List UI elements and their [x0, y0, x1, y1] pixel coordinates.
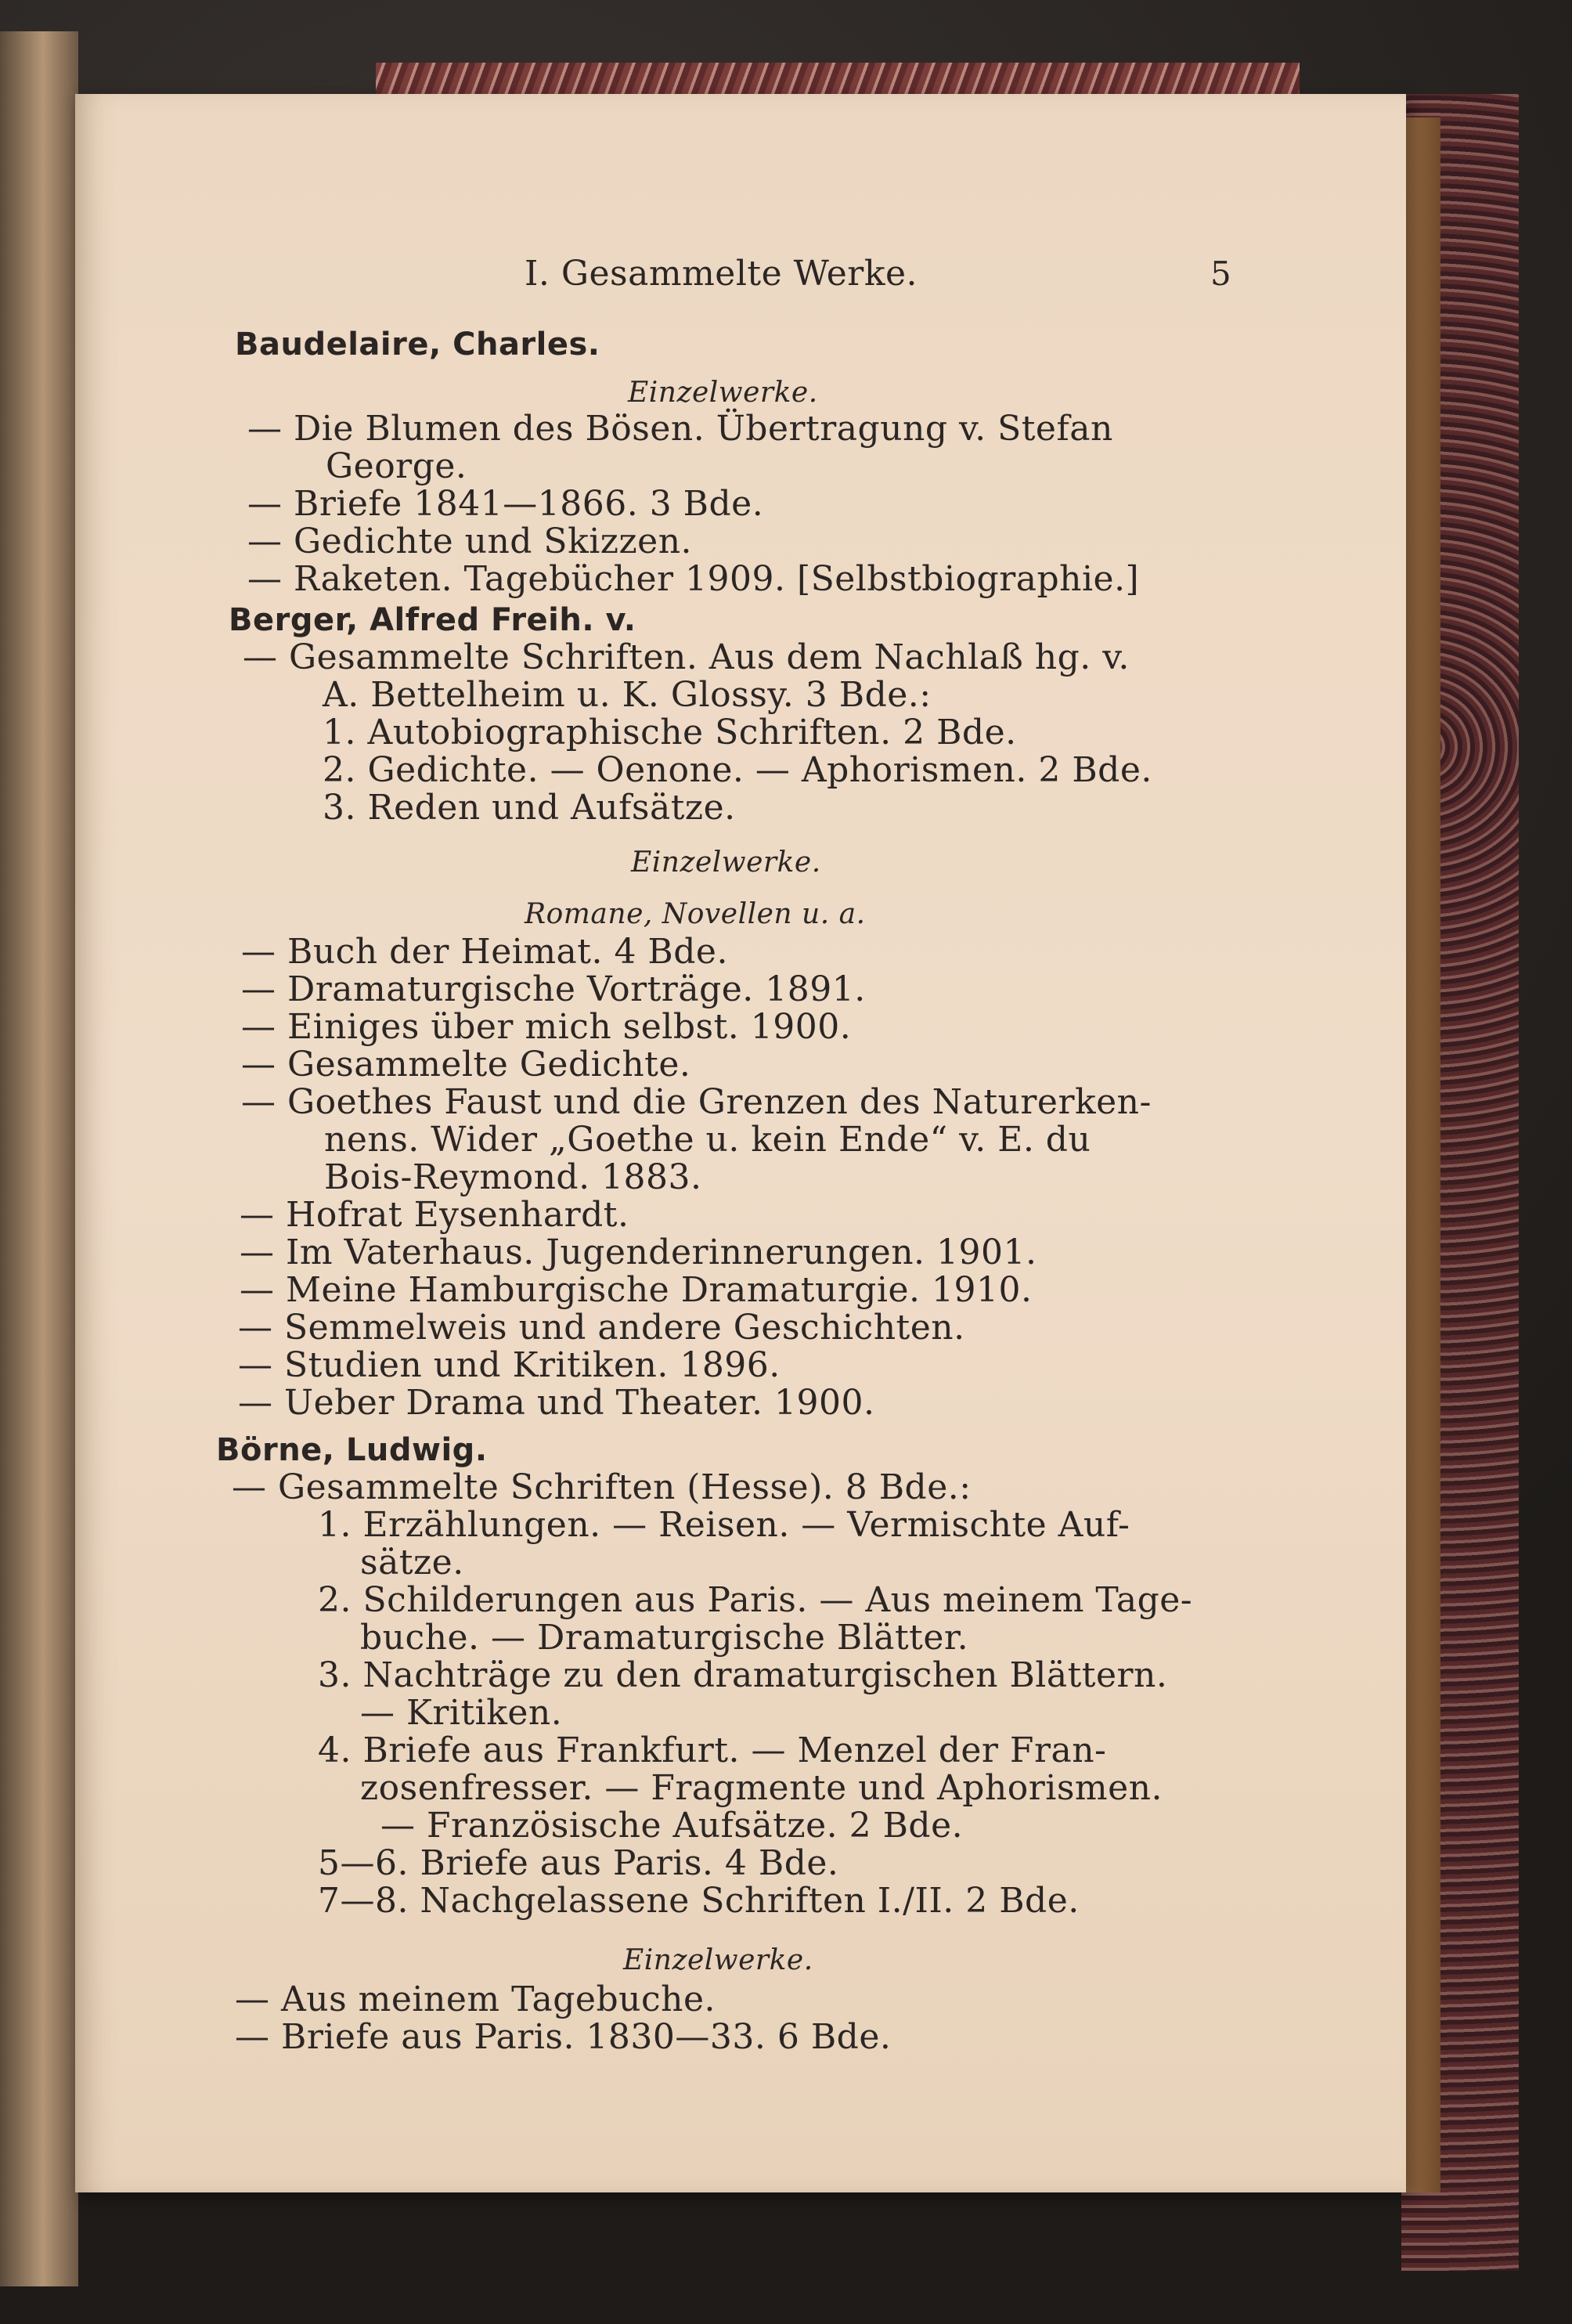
entry-line: — Buch der Heimat. 4 Bde. [241, 932, 728, 972]
entry-line: — Semmelweis und andere Geschichten. [238, 1308, 965, 1348]
entry-line: — Aus meinem Tagebuche. [235, 1979, 716, 2019]
entry-line: — Französische Aufsätze. 2 Bde. [380, 1806, 964, 1846]
entry-line: — Kritiken. [360, 1693, 563, 1733]
entry-line: — Im Vaterhaus. Jugenderinnerungen. 1901. [240, 1232, 1037, 1272]
entry-line: — Briefe aus Paris. 1830—33. 6 Bde. [235, 2017, 892, 2057]
entry-line: — Ueber Drama und Theater. 1900. [238, 1383, 875, 1423]
entry-line: 7—8. Nachgelassene Schriften I./II. 2 Bde. [318, 1881, 1080, 1921]
entry-line: 1. Erzählungen. — Reisen. — Vermischte Auf- [318, 1505, 1130, 1545]
left-page-edge [0, 31, 78, 2286]
entry-line: 3. Nachträge zu den dramaturgischen Blättern. [318, 1655, 1168, 1695]
entry-line: 4. Briefe aus Frankfurt. — Menzel der Fran- [318, 1730, 1107, 1770]
entry-line: — Die Blumen des Bösen. Übertragung v. Stefan [247, 409, 1113, 449]
entry-line: — Gesammelte Gedichte. [241, 1045, 691, 1084]
entry-line: — Gesammelte Schriften. Aus dem Nachlaß hg. v. [243, 637, 1130, 677]
author-heading: Baudelaire, Charles. [235, 327, 600, 363]
entry-line: zosenfresser. — Fragmente und Aphorismen. [360, 1768, 1163, 1808]
page-text [75, 94, 1406, 2192]
entry-line: — Raketen. Tagebücher 1909. [Selbstbiographie.] [247, 559, 1140, 599]
entry-line: — Gedichte und Skizzen. [247, 521, 693, 561]
entry-line: — Hofrat Eysenhardt. [240, 1195, 629, 1235]
entry-line: — Briefe 1841—1866. 3 Bde. [247, 484, 764, 524]
entry-line: — Goethes Faust und die Grenzen des Naturerken- [241, 1082, 1152, 1122]
entry-line: — Gesammelte Schriften (Hesse). 8 Bde.: [232, 1467, 972, 1507]
entry-line: 2. Gedichte. — Oenone. — Aphorismen. 2 Bde. [323, 750, 1152, 790]
entry-line: 3. Reden und Aufsätze. [323, 788, 736, 828]
book-page [75, 94, 1406, 2192]
page-number: 5 [1210, 254, 1232, 293]
entry-line: 5—6. Briefe aus Paris. 4 Bde. [318, 1843, 839, 1883]
entry-line: George. [326, 446, 467, 486]
section-label: Einzelwerke. [628, 377, 818, 409]
entry-line: buche. — Dramaturgische Blätter. [360, 1618, 969, 1658]
entry-line: — Meine Hamburgische Dramaturgie. 1910. [240, 1270, 1033, 1310]
entry-line: 1. Autobiographische Schriften. 2 Bde. [323, 713, 1017, 752]
entry-line: — Dramaturgische Vorträge. 1891. [241, 969, 866, 1009]
entry-line: nens. Wider „Goethe u. kein Ende“ v. E. du [324, 1120, 1091, 1160]
section-label: Einzelwerke. [631, 846, 821, 879]
author-heading: Börne, Ludwig. [216, 1432, 488, 1468]
entry-line: Bois-Reymond. 1883. [324, 1157, 702, 1197]
entry-line: — Einiges über mich selbst. 1900. [241, 1007, 852, 1047]
entry-line: sätze. [360, 1543, 464, 1582]
entry-line: — Studien und Kritiken. 1896. [238, 1345, 781, 1385]
entry-line: A. Bettelheim u. K. Glossy. 3 Bde.: [323, 675, 932, 715]
author-heading: Berger, Alfred Freih. v. [229, 602, 636, 638]
running-head: I. Gesammelte Werke. [525, 254, 918, 294]
entry-line: 2. Schilderungen aus Paris. — Aus meinem Tage- [318, 1580, 1193, 1620]
section-label: Einzelwerke. [623, 1944, 813, 1976]
section-label: Romane, Novellen u. a. [525, 898, 866, 930]
